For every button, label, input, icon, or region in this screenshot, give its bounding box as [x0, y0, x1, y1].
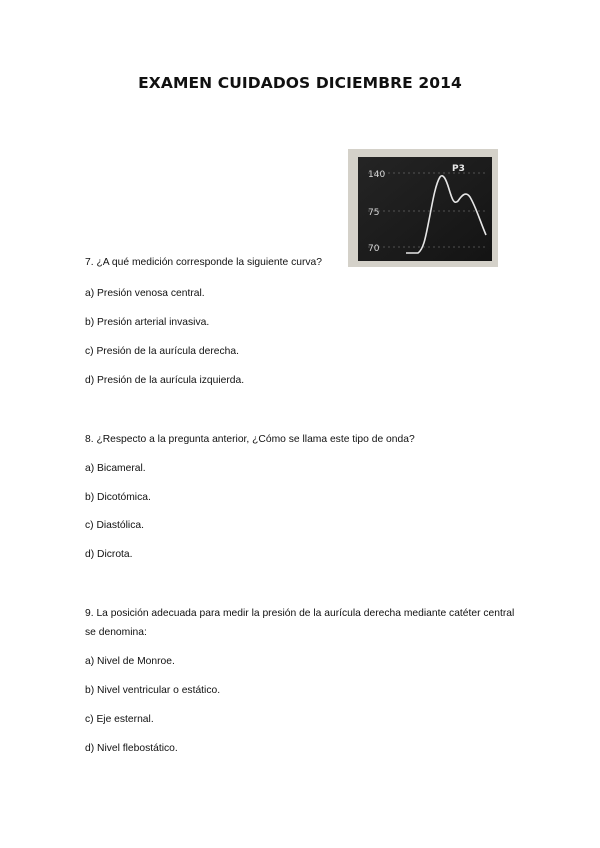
photo-label-75: 75: [368, 208, 380, 218]
monitor-waveform-image: [348, 149, 498, 267]
photo-label-140: 140: [368, 170, 386, 180]
monitor-photo: [348, 149, 498, 267]
question-7: 7. ¿A qué medición corresponde la siguiente curva?: [85, 257, 322, 268]
question-8: 8. ¿Respecto a la pregunta anterior, ¿Cómo se llama este tipo de onda?: [85, 434, 415, 445]
question-8-option-d: d) Dicrota.: [85, 549, 133, 560]
question-9-option-b: b) Nivel ventricular o estático.: [85, 685, 221, 696]
question-7-option-c: c) Presión de la aurícula derecha.: [85, 346, 239, 357]
question-9-option-d: d) Nivel flebostático.: [85, 743, 178, 754]
question-8-option-c: c) Diastólica.: [85, 520, 144, 531]
page-title: EXAMEN CUIDADOS DICIEMBRE 2014: [138, 74, 462, 92]
question-8-option-a: a) Bicameral.: [85, 463, 146, 474]
photo-label-p3: P3: [452, 164, 465, 174]
photo-label-70: 70: [368, 244, 380, 254]
question-8-option-b: b) Dicotómica.: [85, 492, 151, 503]
question-9: 9. La posición adecuada para medir la presión de la aurícula derecha mediante catéter central se denomina:: [85, 608, 515, 638]
question-9-option-c: c) Eje esternal.: [85, 714, 154, 725]
question-7-option-a: a) Presión venosa central.: [85, 288, 205, 299]
question-7-option-b: b) Presión arterial invasiva.: [85, 317, 210, 328]
question-9-option-a: a) Nivel de Monroe.: [85, 656, 175, 667]
question-7-option-d: d) Presión de la aurícula izquierda.: [85, 375, 245, 386]
